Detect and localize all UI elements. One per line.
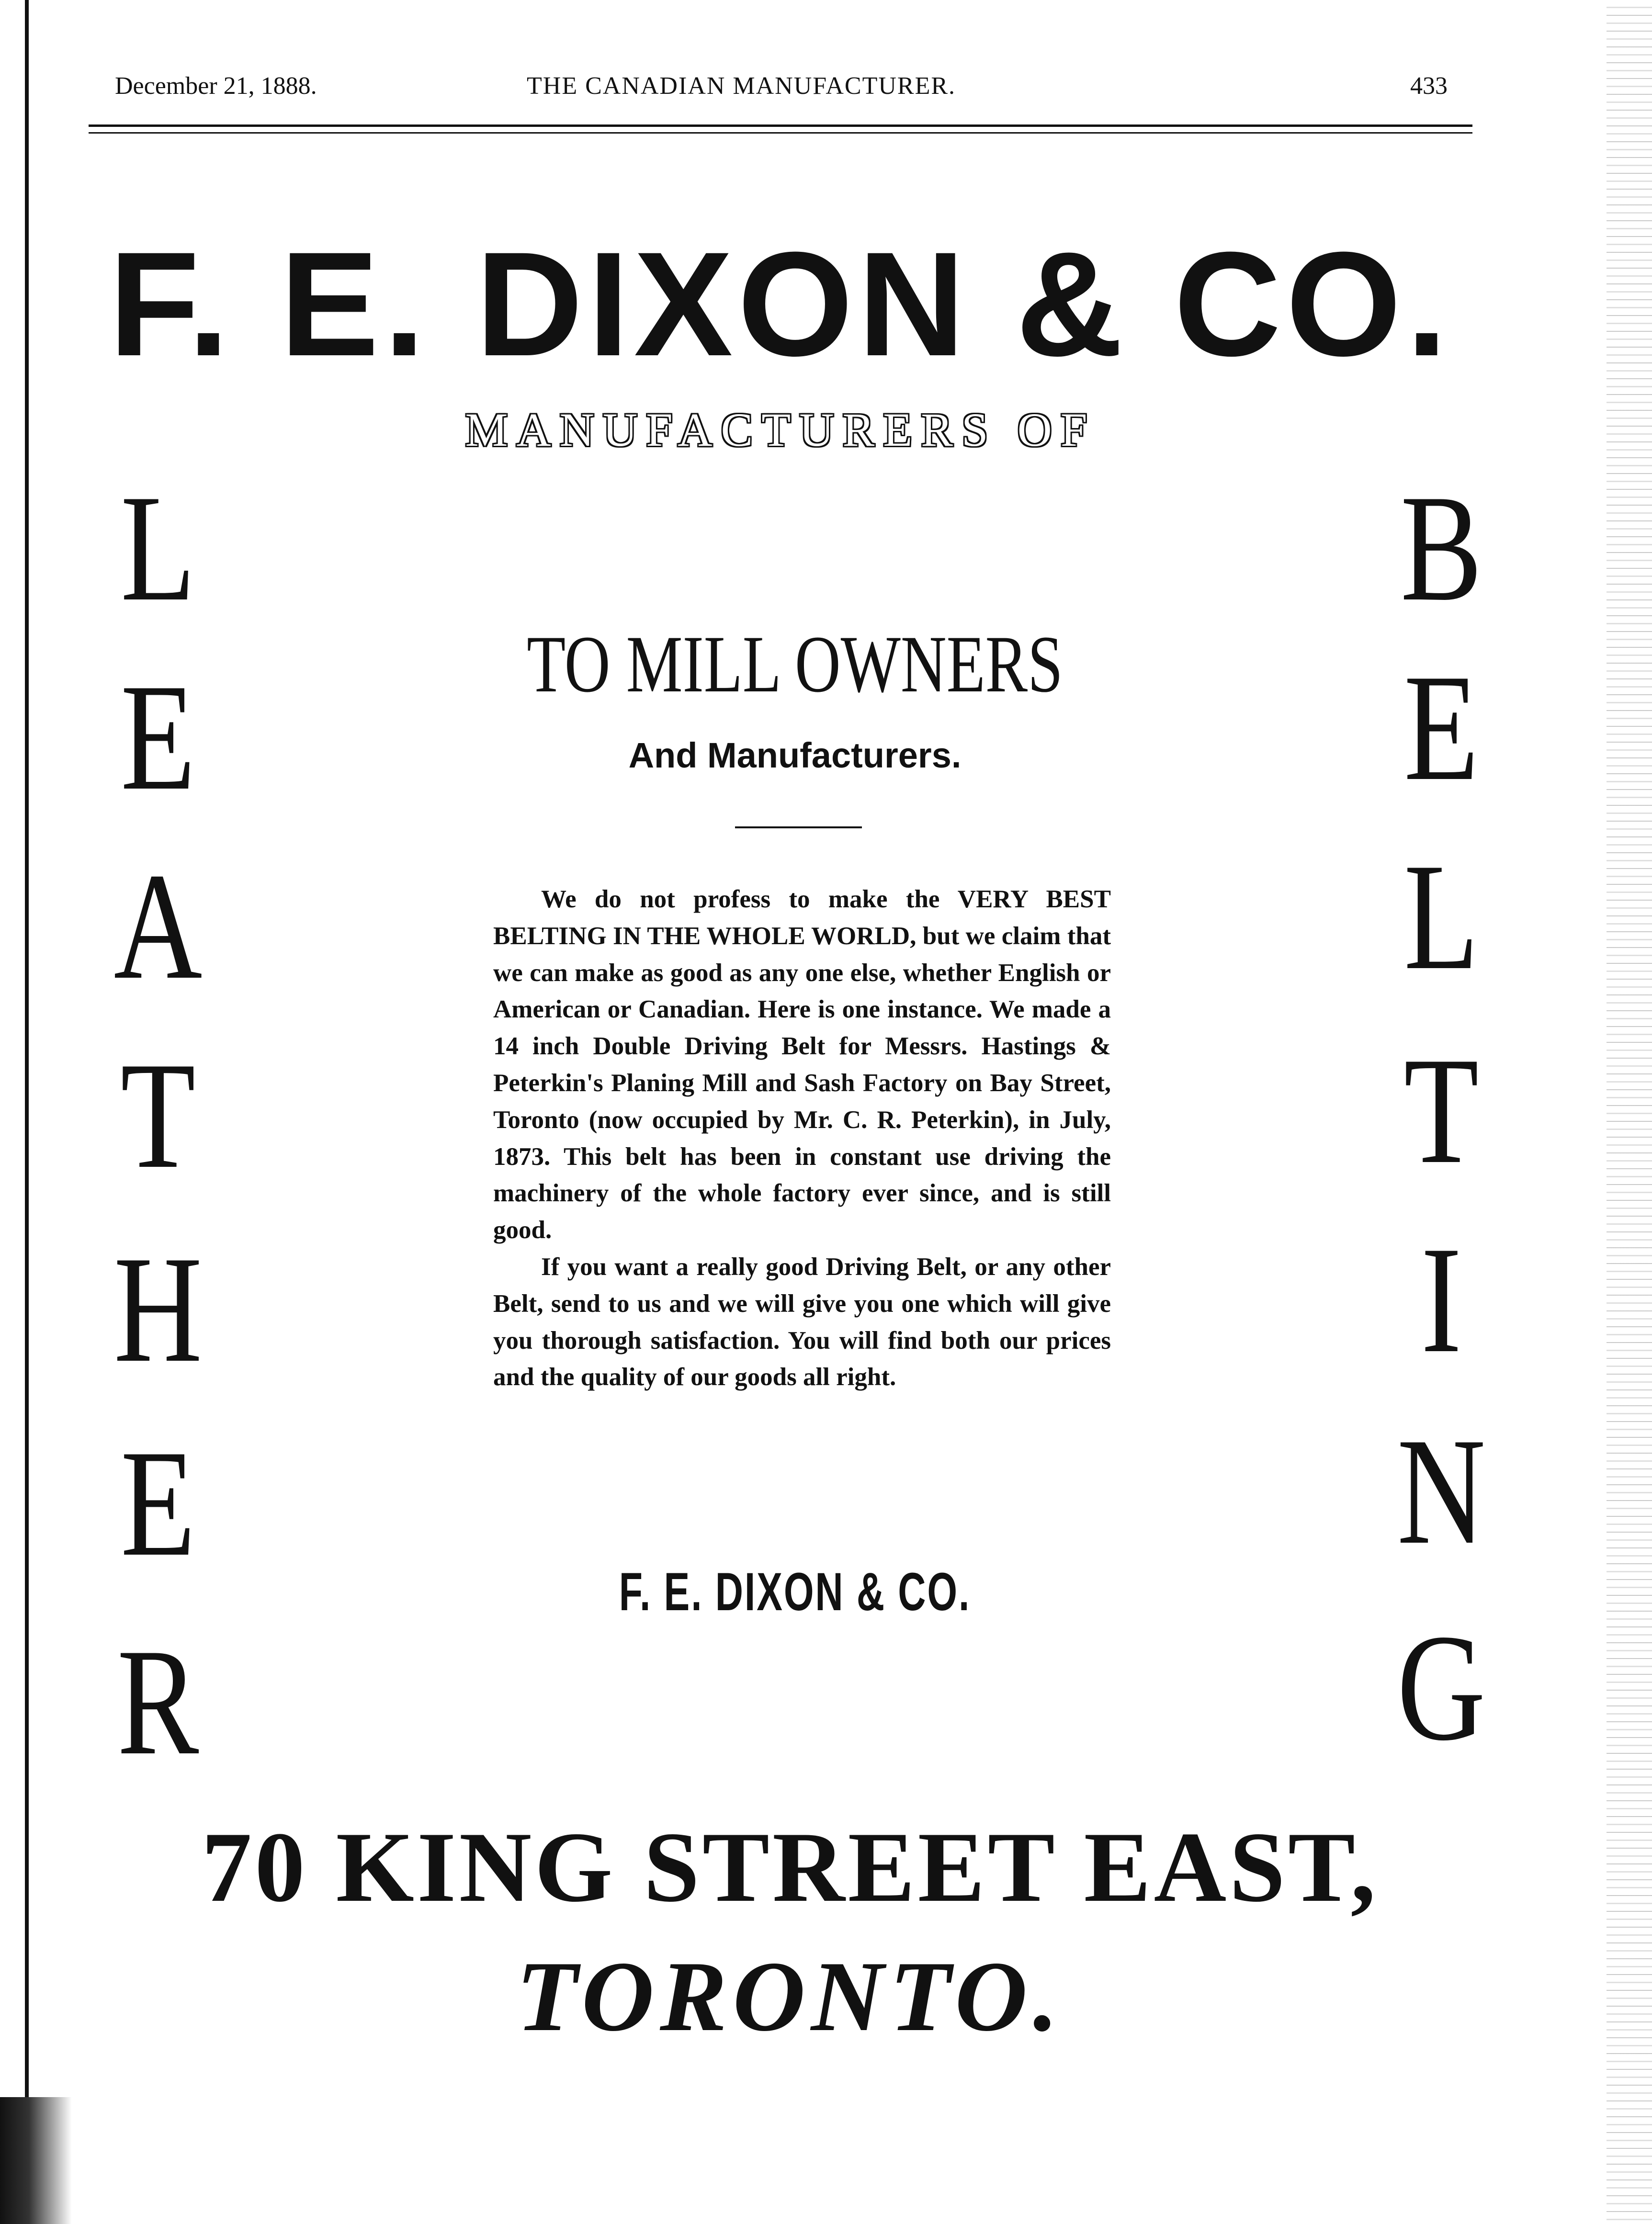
scan-right-edge <box>1607 0 1652 2224</box>
header-publication: THE CANADIAN MANUFACTURER. <box>527 72 956 100</box>
company-name: F. E. DIXON & CO. <box>109 221 1452 387</box>
belting-letter: L <box>1403 832 1479 1002</box>
scan-left-edge <box>25 0 29 2224</box>
header-date: December 21, 1888. <box>115 72 317 100</box>
subheading-and-manufacturers: And Manufacturers. <box>628 735 962 775</box>
leather-letter: T <box>120 1031 196 1200</box>
header-rule-thin <box>89 132 1472 134</box>
body-paragraph: We do not profess to make the VERY BEST BELTING IN THE WHOLE WORLD, but we claim that we can make as good as any one else, whether English or American or Canadian. Here is one instance. We made a 14 inch Double Driving Belt for Messrs. Hastings & Peterkin's Planing Mill and Sash Factory on Bay Street, Toronto (now occupied by Mr. C. R. Peterkin), in July, 1873. This belt has been in constant use driving the machinery of the whole factory ever since, and is still good. <box>493 885 1111 1244</box>
belting-letter: G <box>1397 1603 1486 1772</box>
belting-letter: B <box>1400 463 1482 633</box>
scan-smudge <box>0 2097 72 2224</box>
leather-letter: E <box>120 653 196 822</box>
belting-letter: T <box>1403 1026 1479 1196</box>
signature: F. E. DIXON & CO. <box>619 1562 971 1622</box>
body-paragraph: If you want a really good Driving Belt, or any other Belt, send to us and we will give you one which will give you thorough satisfaction. You will find both our prices and the quality of our goods all right. <box>493 1253 1111 1391</box>
leather-letter: E <box>120 1419 196 1588</box>
belting-letter: I <box>1421 1215 1462 1385</box>
belting-letter: E <box>1403 643 1479 813</box>
leather-letter: L <box>120 463 196 633</box>
divider-rule <box>735 826 862 828</box>
street-address: 70 KING STREET EAST, <box>202 1812 1379 1923</box>
leather-letter: R <box>117 1617 199 1787</box>
header-rule <box>89 124 1472 127</box>
manufacturers-of: MANUFACTURERS OF <box>465 403 1096 456</box>
leather-letter: H <box>113 1225 203 1394</box>
leather-letter: A <box>113 842 203 1011</box>
header-page-number: 433 <box>1410 72 1448 100</box>
ad-body-text <box>493 881 1111 1396</box>
city-name: TORONTO. <box>516 1941 1064 2052</box>
belting-letter: N <box>1397 1407 1486 1576</box>
heading-to-mill-owners: TO MILL OWNERS <box>527 619 1063 709</box>
